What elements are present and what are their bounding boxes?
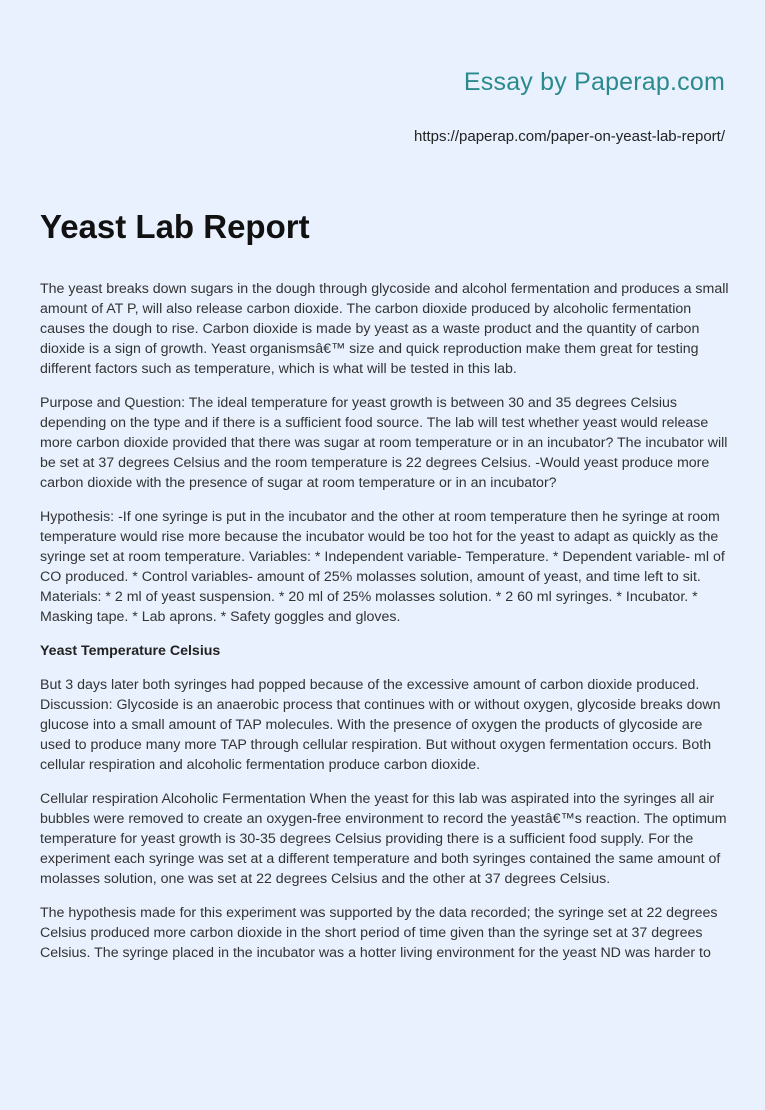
- paragraph-respiration: Cellular respiration Alcoholic Fermentation When the yeast for this lab was aspirated into the syringes all air bubbles were removed to create an oxygen-free environment to record the yeastâ€™s reaction. The optimum temperature for yeast growth is 30-35 degrees Celsius providing there is a sufficient food supply. For the experiment each syringe was set at a different temperature and both syringes contained the same amount of molasses solution, one was set at 22 degrees Celsius and the other at 37 degrees Celsius.: [40, 791, 727, 887]
- paragraph-hypothesis: Hypothesis: -If one syringe is put in the incubator and the other at room temperature then he syringe at room temperature would rise more because the incubator would be too hot for the yeast to adapt as quickly as the syringe set at room temperature. Variables: * Independent variable- Temperature. * Dependent variable- ml of CO produced. * Control variables- amount of 25% molasses solution, amount of yeast, and time left to sit. Materials: * 2 ml of yeast suspension. * 20 ml of 25% molasses solution. * 2 60 ml syringes. * Incubator. * Masking tape. * Lab aprons. * Safety goggles and gloves.: [40, 509, 725, 625]
- site-brand[interactable]: Essay by Paperap.com: [463, 68, 725, 96]
- paragraph-conclusion: The hypothesis made for this experiment was supported by the data recorded; the syringe set at 22 degrees Celsius produced more carbon dioxide in the short period of time given than the syringe set at 37 degrees Celsius. The syringe placed in the incubator was a hotter living environment for the yeast ND was harder to: [40, 905, 718, 961]
- paragraph-intro: The yeast breaks down sugars in the dough through glycoside and alcohol fermentation and produces a small amount of AT P, will also release carbon dioxide. The carbon dioxide produced by alcoholic fermentation causes the dough to rise. Carbon dioxide is made by yeast as a waste product and the quantity of carbon dioxide is a sign of growth. Yeast organismsâ€™ size and quick reproduction make them great for testing different factors such as temperature, which is what will be tested in this lab.: [40, 281, 729, 377]
- section-heading: Yeast Temperature Celsius: [40, 643, 221, 659]
- page-title: Yeast Lab Report: [40, 208, 310, 245]
- source-url[interactable]: https://paperap.com/paper-on-yeast-lab-report/: [414, 128, 725, 145]
- paragraph-purpose: Purpose and Question: The ideal temperature for yeast growth is between 30 and 35 degrees Celsius depending on the type and if there is a sufficient food source. The lab will test whether yeast would release more carbon dioxide provided that there was sugar at room temperature or in an incubator? The incubator will be set at 37 degrees Celsius and the room temperature is 22 degrees Celsius. -Would yeast produce more carbon dioxide with the presence of sugar at room temperature or in an incubator?: [40, 395, 728, 491]
- essay-body: [40, 279, 730, 977]
- paragraph-discussion: But 3 days later both syringes had popped because of the excessive amount of carbon dioxide produced. Discussion: Glycoside is an anaerobic process that continues with or without oxygen, glycoside breaks down glucose into a small amount of TAP molecules. With the presence of oxygen the products of glycoside are used to produce many more TAP through cellular respiration. But without oxygen fermentation occurs. Both cellular respiration and alcoholic fermentation produce carbon dioxide.: [40, 677, 721, 773]
